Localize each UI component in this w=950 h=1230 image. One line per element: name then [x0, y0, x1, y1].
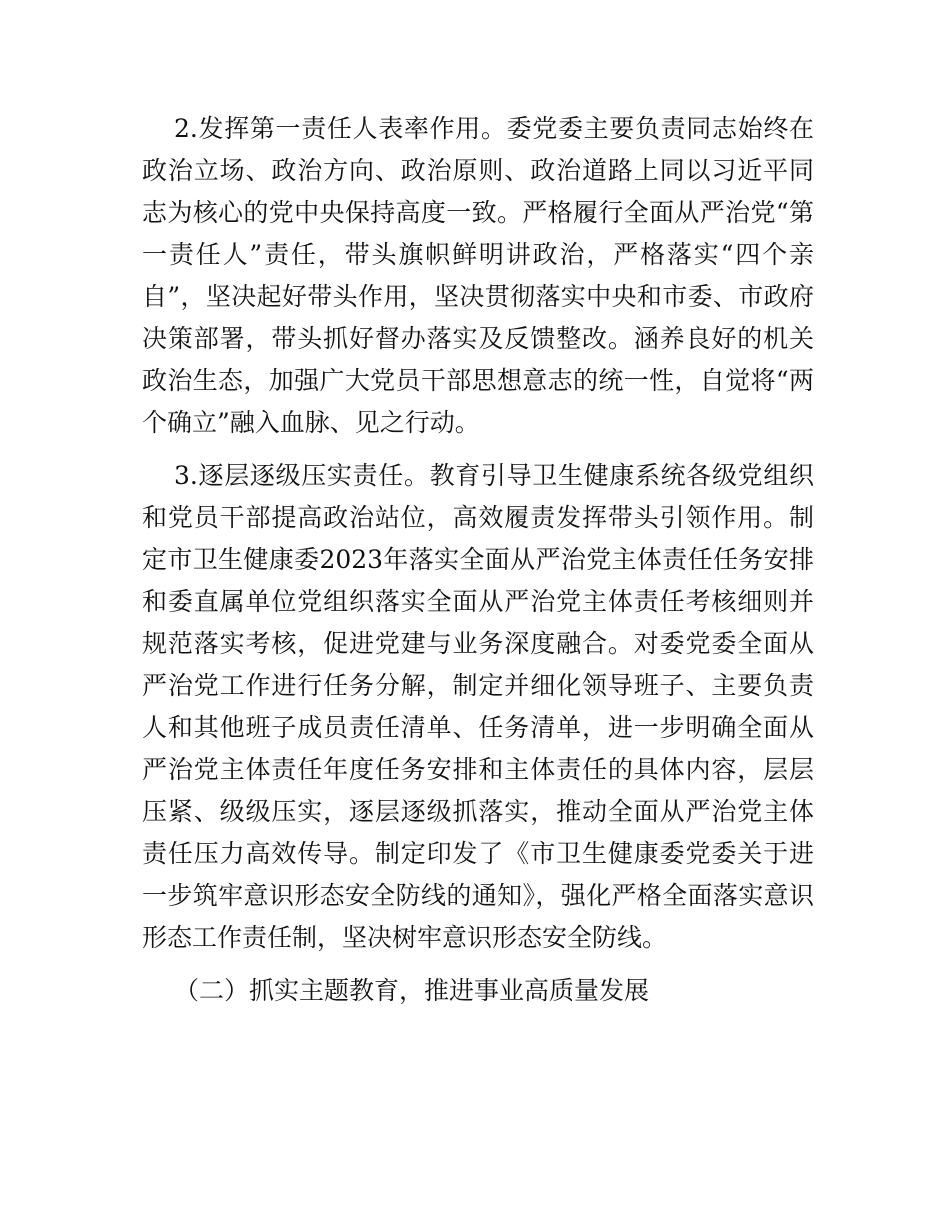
paragraph-first-responsible-person: 2.发挥第一责任人表率作用。委党委主要负责同志始终在政治立场、政治方向、政治原则、政治道路上同以习近平同志为核心的党中央保持高度一致。严格履行全面从严治党“第一责任人”责任，带头旗帜鲜明讲政治，严格落实“四个亲自”，坚决起好带头作用，坚决贯彻落实中央和市委、市政府决策部署，带头抓好督办落实及反馈整改。涵养良好的机关政治生态，加强广大党员干部思想意志的统一性，自觉将“两个确立”融入血脉、见之行动。: [142, 114, 814, 437]
section-heading: （二）抓实主题教育，推进事业高质量发展: [174, 976, 650, 1005]
document-body: [142, 108, 814, 1012]
paragraph-layer-responsibility: 3.逐层逐级压实责任。教育引导卫生健康系统各级党组织和党员干部提高政治站位，高效履责发挥带头引领作用。制定市卫生健康委2023年落实全面从严治党主体责任任务安排和委直属单位党组织落实全面从严治党主体责任考核细则并规范落实考核，促进党建与业务深度融合。对委党委全面从严治党工作进行任务分解，制定并细化领导班子、主要负责人和其他班子成员责任清单、任务清单，进一步明确全面从严治党主体责任年度任务安排和主体责任的具体内容，层层压紧、级级压实，逐层逐级抓落实，推动全面从严治党主体责任压力高效传导。制定印发了《市卫生健康委党委关于进一步筑牢意识形态安全防线的通知》，强化严格全面落实意识形态工作责任制，坚决树牢意识形态安全防线。: [142, 461, 814, 952]
